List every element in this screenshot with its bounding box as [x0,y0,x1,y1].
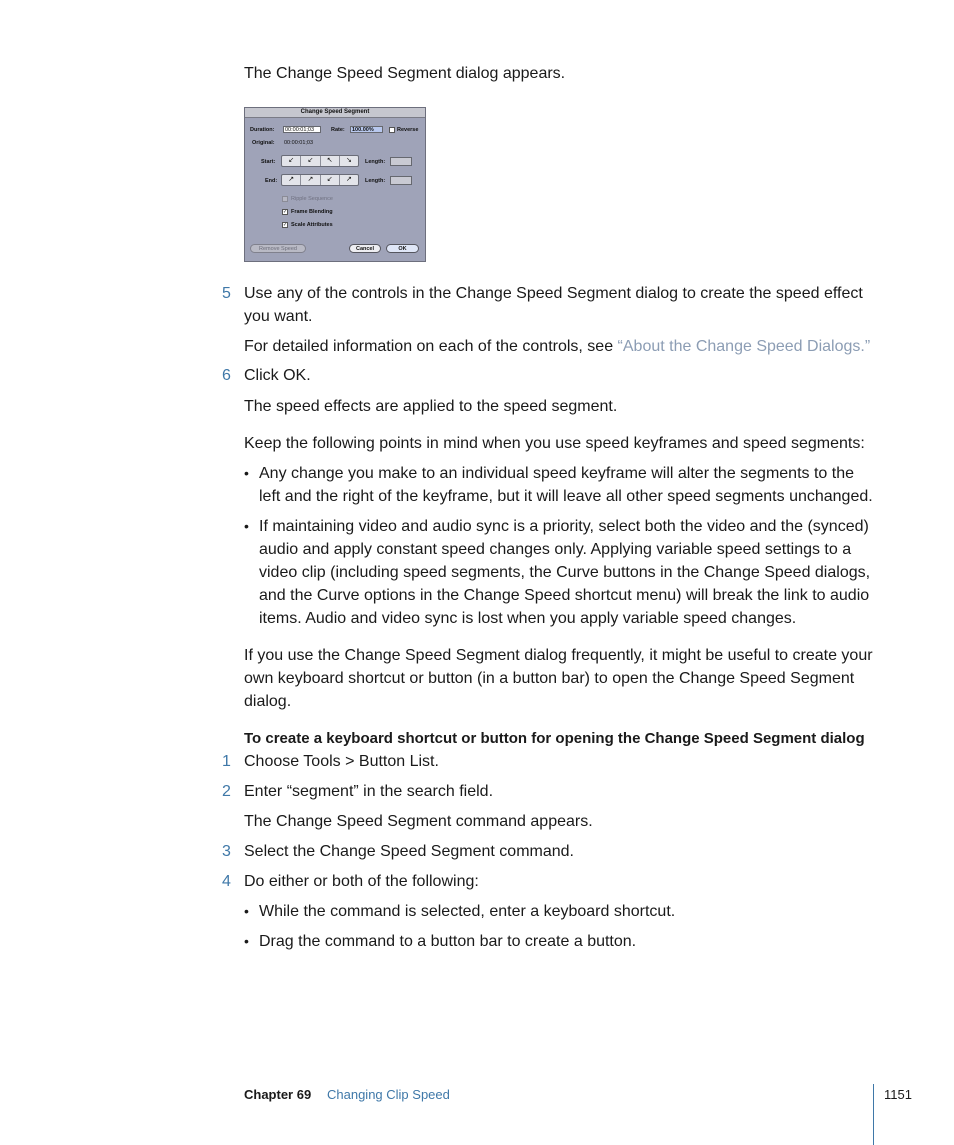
about-change-speed-link[interactable]: “About the Change Speed Dialogs.” [617,338,871,355]
result-text: The speed effects are applied to the speed segment. [244,398,618,415]
duration-field[interactable]: 00:00:01;03 [283,126,321,133]
footer-chapter: Chapter 69 [244,1087,312,1102]
end-curve-buttons[interactable] [281,174,359,186]
step-text: Do either or both of the following: [244,873,479,890]
start-label: Start: [261,159,276,165]
start-curve-1-icon[interactable]: ↙ [282,156,301,166]
intro-text: The Change Speed Segment dialog appears. [244,65,566,82]
bullet-text: Drag the command to a button bar to create a button. [259,933,637,950]
change-speed-segment-dialog [244,107,426,262]
step-text: Click OK. [244,367,311,384]
bullet-text: items. Audio and video sync is lost when you apply variable speed changes. [259,610,797,627]
remove-speed-button[interactable]: Remove Speed [250,244,306,253]
bullet-text: If maintaining video and audio sync is a priority, select both the video and the (synced) [259,518,869,535]
start-curve-2-icon[interactable]: ↙ [301,156,320,166]
detail-paragraph [244,335,870,358]
reverse-label: Reverse [397,127,419,133]
footer-divider [873,1084,874,1145]
start-curve-3-icon[interactable]: ↖ [321,156,340,166]
bullet-text: and the Curve options in the Change Speed shortcut menu) will break the link to audio [259,587,870,604]
bullet-icon: • [244,903,249,919]
step-number: 2 [222,783,231,800]
frame-blending-label: Frame Blending [291,209,333,215]
paragraph-text: If you use the Change Speed Segment dialog frequently, it might be useful to create your [244,647,873,664]
step-text: Enter “segment” in the search field. [244,783,494,800]
start-length-field[interactable] [390,157,412,166]
step-number: 3 [222,843,231,860]
dialog-title: Change Speed Segment [245,108,425,118]
bullet-icon: • [244,518,249,534]
ok-button[interactable]: OK [386,244,419,253]
original-label: Original: [252,140,275,146]
ripple-sequence-label: Ripple Sequence [291,196,333,202]
step-text: Choose Tools > Button List. [244,753,439,770]
rate-field[interactable]: 100.00% [350,126,383,133]
task-heading: To create a keyboard shortcut or button for opening the Change Speed Segment dialog [244,730,865,747]
end-label: End: [265,178,278,184]
paragraph-text: own keyboard shortcut or button (in a button bar) to open the Change Speed Segment [244,670,855,687]
end-length-label: Length: [365,178,386,184]
original-value: 00:00:01;03 [284,140,314,146]
end-curve-4-icon[interactable]: ↗ [345,176,352,183]
end-length-field[interactable] [390,176,412,185]
start-length-label: Length: [365,159,386,165]
step-text: Use any of the controls in the Change Speed Segment dialog to create the speed effect [244,285,863,302]
step-number: 4 [222,873,231,890]
cancel-button[interactable]: Cancel [349,244,381,253]
paragraph-text: dialog. [244,693,292,710]
end-curve-2-icon[interactable]: ↗ [301,175,320,185]
reverse-checkbox[interactable] [389,127,395,133]
end-curve-3-icon[interactable]: ↙ [321,175,340,185]
detail-prefix: For detailed information on each of the controls, see [244,338,618,355]
bullet-icon: • [244,933,249,949]
bullet-text: While the command is selected, enter a keyboard shortcut. [259,903,676,920]
page-number: 1151 [884,1087,912,1102]
step-text: Select the Change Speed Segment command. [244,843,574,860]
bullet-icon: • [244,465,249,481]
step-number: 1 [222,753,231,770]
step-text: you want. [244,308,313,325]
end-curve-1-icon[interactable]: ↗ [282,175,301,185]
bullet-text: left and the right of the keyframe, but it will leave all other speed segments unchanged. [259,488,873,505]
keep-points-text: Keep the following points in mind when you use speed keyframes and speed segments: [244,435,865,452]
ripple-sequence-checkbox[interactable] [282,196,288,202]
footer-chapter-title[interactable]: Changing Clip Speed [327,1087,450,1102]
result-text: The Change Speed Segment command appears. [244,813,593,830]
bullet-text: video clip (including speed segments, the Curve buttons in the Change Speed dialogs, [259,564,871,581]
step-number: 5 [222,285,231,302]
frame-blending-checkbox[interactable]: ✓ [283,209,288,215]
scale-attributes-label: Scale Attributes [291,222,333,228]
duration-label: Duration: [250,127,275,133]
rate-label: Rate: [331,127,345,133]
scale-attributes-checkbox[interactable]: ✓ [283,222,288,228]
bullet-text: audio and apply constant speed changes only. Applying variable speed settings to a [259,541,852,558]
start-curve-buttons[interactable] [281,155,359,167]
start-curve-4-icon[interactable]: ↘ [345,157,352,164]
bullet-text: Any change you make to an individual speed keyframe will alter the segments to the [259,465,854,482]
step-number: 6 [222,367,231,384]
